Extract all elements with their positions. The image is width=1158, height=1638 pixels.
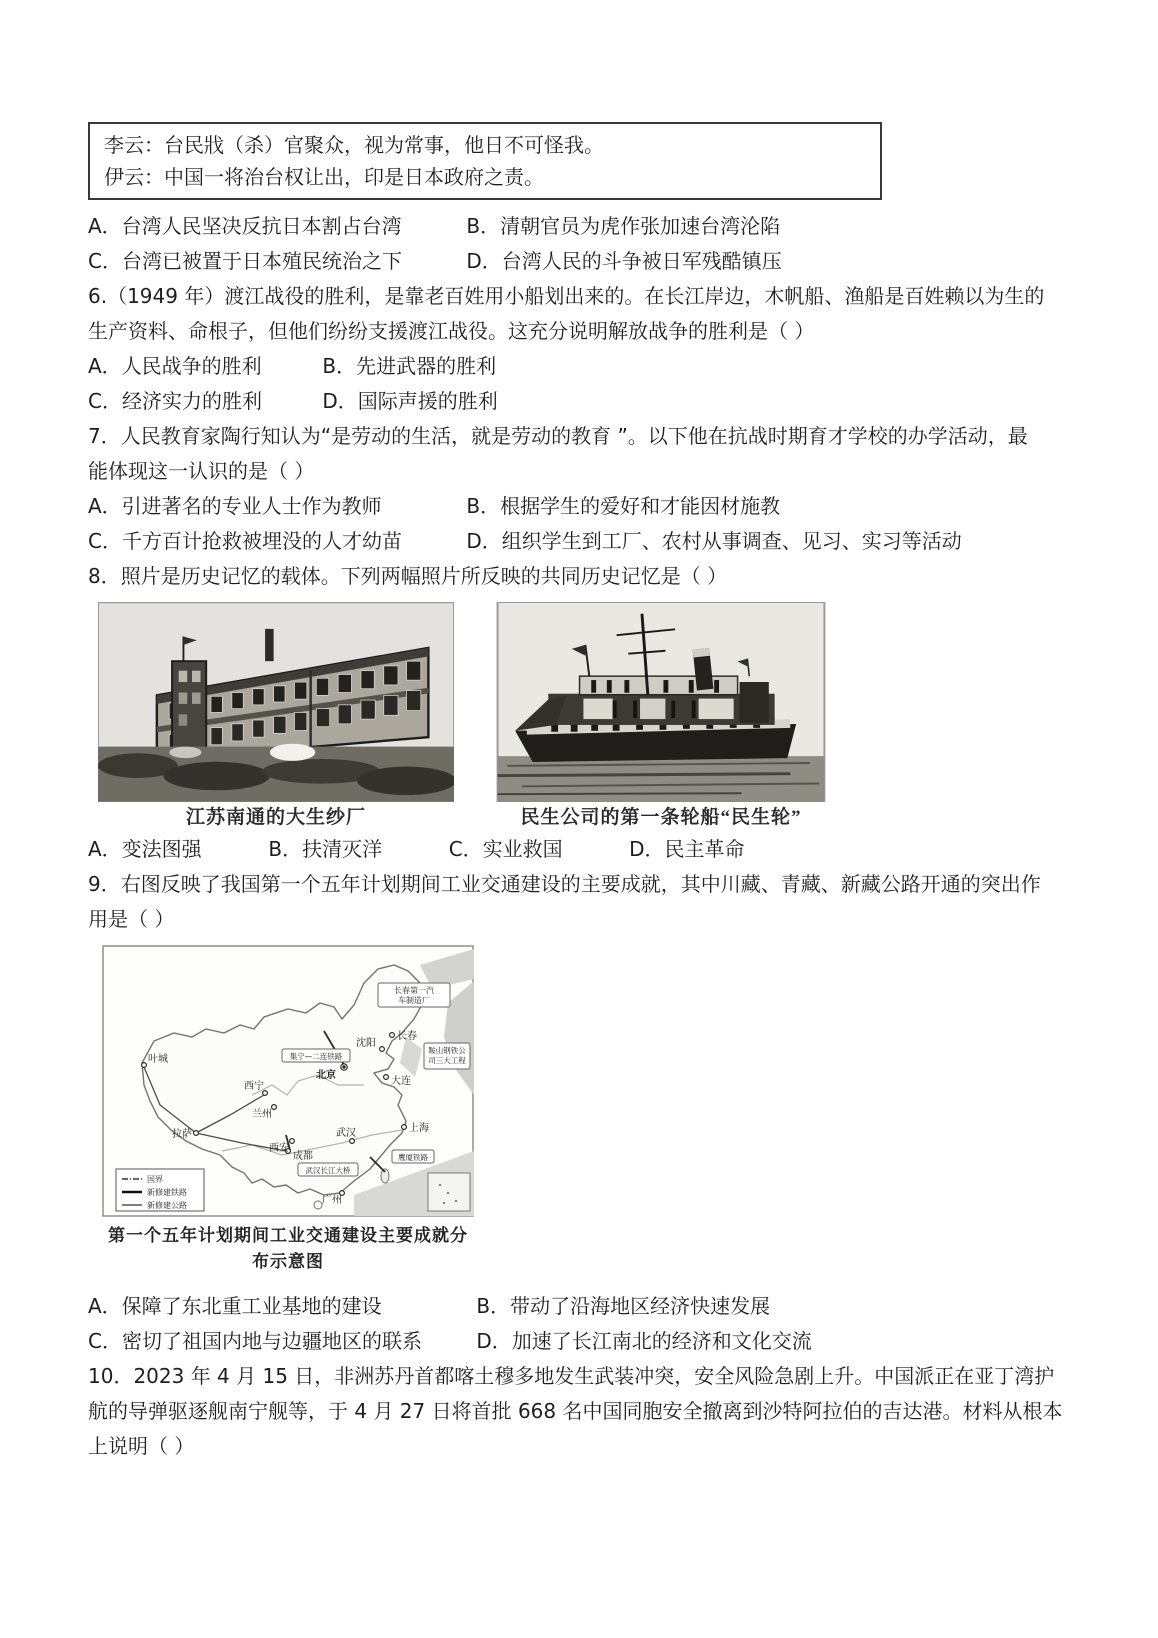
legend-border: 国界 <box>147 1175 163 1184</box>
ship-photo-caption: 民生公司的第一条轮船“民生轮” <box>520 807 802 828</box>
box-anshan-steel-line1: 鞍山钢铁公 <box>428 1046 466 1055</box>
q7-options-row-1 <box>88 489 1088 524</box>
q6-option-b: B．先进武器的胜利 <box>322 354 497 378</box>
q7-option-a: A．引进著名的专业人士作为教师 <box>88 494 382 518</box>
q7-options-row-2 <box>88 524 1088 559</box>
q10-stem-line-1: 10．2023 年 4 月 15 日，非洲苏丹首都喀土穆多地发生武装冲突，安全风险急剧上升。中国派正在亚丁湾护 <box>88 1364 1055 1388</box>
label-shanghai: 上海 <box>409 1123 429 1134</box>
q5-option-b: B．清朝官员为虎作张加速台湾沦陷 <box>466 214 781 238</box>
q9-option-b: B．带动了沿海地区经济快速发展 <box>476 1294 771 1318</box>
document-content <box>88 122 1088 1464</box>
q5-option-a: A．台湾人民坚决反抗日本割占台湾 <box>88 214 402 238</box>
q8-option-d: D．民主革命 <box>629 837 745 861</box>
map-caption: 第一个五年计划期间工业交通建设主要成就分布示意图 <box>108 1226 468 1271</box>
box-changchun-factory-line2: 车制造厂 <box>398 996 430 1005</box>
q9-options-row-1 <box>88 1289 1088 1324</box>
factory-chimney <box>265 629 274 661</box>
q5-options-row-1 <box>88 209 1088 244</box>
label-yecheng: 叶城 <box>148 1054 168 1065</box>
q8-stem: 8．照片是历史记忆的载体。下列两幅照片所反映的共同历史记忆是（ ） <box>88 564 728 588</box>
q9-stem-line-2: 用是（ ） <box>88 907 175 931</box>
q9-option-a: A．保障了东北重工业基地的建设 <box>88 1294 382 1318</box>
q7-stem-line-1: 7．人民教育家陶行知认为“是劳动的生活，就是劳动的教育 ”。以下他在抗战时期育才学校的办学活动，最 <box>88 424 1028 448</box>
label-shenyang: 沈阳 <box>356 1038 376 1049</box>
five-year-plan-map <box>102 945 474 1217</box>
q10-stem-line-2: 航的导弹驱逐舰南宁舰等，于 4 月 27 日将首批 668 名中国同胞安全撤离到沙特阿拉伯的吉达港。材料从根本 <box>88 1399 1063 1423</box>
q9-options-row-2 <box>88 1324 1088 1359</box>
ship-water <box>498 756 825 802</box>
q5-options-row-2 <box>88 244 1088 279</box>
q9-option-d: D．加速了长江南北的经济和文化交流 <box>476 1329 812 1353</box>
south-china-sea-inset <box>428 1173 470 1211</box>
label-changchun: 长春 <box>397 1031 417 1042</box>
legend-new-railway: 新修建铁路 <box>147 1188 187 1197</box>
label-beijing: 北京 <box>316 1070 336 1081</box>
q5-option-d: D．台湾人民的斗争被日军残酷镇压 <box>466 249 782 273</box>
q6-stem-line-2: 生产资料、命根子，但他们纷纷支援渡江战役。这充分说明解放战争的胜利是（ ） <box>88 319 815 343</box>
box-anshan-steel-line2: 司三大工程 <box>428 1056 466 1065</box>
q7-option-d: D．组织学生到工厂、农村从事调查、见习、实习等活动 <box>466 529 962 553</box>
q8-option-c: C．实业救国 <box>448 837 563 861</box>
q8-photos <box>98 602 1088 830</box>
q6-stem-line-1: 6.（1949 年）渡江战役的胜利，是靠老百姓用小船划出来的。在长江岸边，木帆船、渔船是百姓赖以为生的 <box>88 284 1045 308</box>
q6-option-c: C．经济实力的胜利 <box>88 389 262 413</box>
quote-box <box>88 122 882 200</box>
q6-option-d: D．国际声援的胜利 <box>322 389 498 413</box>
q9-stem-line-1: 9．右图反映了我国第一个五年计划期间工业交通建设的主要成就，其中川藏、青藏、新藏公路开通的突出作 <box>88 872 1041 896</box>
q7-stem-line-2: 能体现这一认识的是（ ） <box>88 459 315 483</box>
label-lanzhou: 兰州 <box>252 1109 272 1120</box>
label-xining: 西宁 <box>244 1081 264 1092</box>
box-wuhan-bridge: 武汉长江大桥 <box>305 1166 351 1175</box>
q8-option-b: B．扶清灭洋 <box>268 837 383 861</box>
q8-options-row <box>88 832 1088 867</box>
q8-option-a: A．变法图强 <box>88 837 202 861</box>
quote-line-2: 伊云：中国一将治台权让出，印是日本政府之责。 <box>104 165 544 189</box>
label-chengdu: 成都 <box>293 1151 313 1162</box>
q6-option-a: A．人民战争的胜利 <box>88 354 262 378</box>
legend-new-highway: 新修建公路 <box>147 1201 187 1210</box>
box-yingxia-railway: 鹰厦铁路 <box>398 1153 428 1162</box>
q7-option-c: C．千方百计抢救被埋没的人才幼苗 <box>88 529 402 553</box>
five-year-plan-map-figure <box>102 945 474 1275</box>
q5-option-c: C．台湾已被置于日本殖民统治之下 <box>88 249 402 273</box>
q7-option-b: B．根据学生的爱好和才能因材施教 <box>466 494 781 518</box>
label-guangzhou: 广州 <box>322 1195 342 1206</box>
label-dalian: 大连 <box>391 1076 411 1087</box>
label-lasa: 拉萨 <box>172 1129 192 1140</box>
quote-line-1: 李云：台民戕（杀）官聚众，视为常事，他日不可怪我。 <box>104 133 604 157</box>
label-xian: 西安 <box>269 1143 289 1154</box>
factory-photo-figure <box>98 602 454 830</box>
box-changchun-factory-line1: 长春第一汽 <box>394 986 434 995</box>
box-jining-erlian-railway: 集宁—二连铁路 <box>289 1052 343 1061</box>
q10-stem-line-3: 上说明（ ） <box>88 1434 195 1458</box>
ship-photo-figure <box>496 602 826 830</box>
map-legend <box>116 1169 204 1211</box>
q6-options-row-1 <box>88 349 1088 384</box>
factory-photo-caption: 江苏南通的大生纱厂 <box>185 807 366 828</box>
label-wuhan: 武汉 <box>336 1128 356 1139</box>
factory-photo <box>98 602 454 802</box>
spacer <box>88 1275 1088 1289</box>
q6-options-row-2 <box>88 384 1088 419</box>
q9-option-c: C．密切了祖国内地与边疆地区的联系 <box>88 1329 422 1353</box>
ship-photo <box>496 602 826 802</box>
